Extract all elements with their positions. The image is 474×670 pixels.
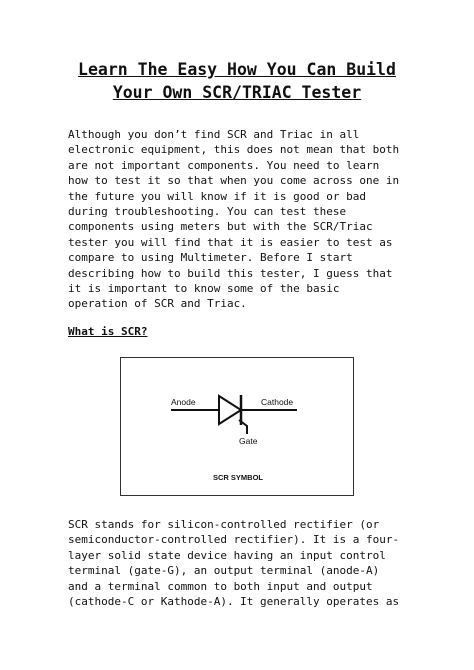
intro-line: electronic equipment, this does not mean that both — [68, 143, 400, 157]
intro-line: components using meters but with the SCR/Triac — [68, 220, 373, 234]
body-line: (cathode-C or Kathode-A). It generally operates as — [68, 595, 400, 609]
intro-line: operation of SCR and Triac. — [68, 297, 247, 311]
intro-line: during troubleshooting. You can test these — [68, 205, 347, 219]
intro-line: it is important to know some of the basic — [68, 282, 340, 296]
body-line: terminal (gate-G), an output terminal (anode-A) — [68, 564, 380, 578]
gate-label: Gate — [239, 436, 258, 446]
intro-line: compare to using Multimeter. Before I start — [68, 251, 353, 265]
intro-line: the future you will know if it is good or bad — [68, 189, 367, 203]
body-line: semiconductor-controlled rectifier). It is a four- — [68, 533, 400, 547]
intro-line: are not important components. You need to learn — [68, 158, 380, 172]
cathode-label: Cathode — [261, 397, 294, 407]
intro-line: how to test it so that when you come across one in — [68, 174, 400, 188]
title-line-1: Learn The Easy How You Can Build — [78, 60, 396, 79]
body-line: SCR stands for silicon-controlled rectifier (or — [68, 518, 380, 531]
section-heading: What is SCR? — [68, 325, 148, 338]
body-paragraph — [68, 517, 413, 609]
intro-line: describing how to build this tester, I guess that — [68, 266, 393, 280]
scr-symbol-diagram — [121, 358, 353, 495]
gate-lead — [239, 420, 247, 434]
body-line: layer solid state device having an input control — [68, 548, 386, 562]
title-line-2: Your Own SCR/TRIAC Tester — [112, 83, 362, 102]
body-line: and a terminal common to both input and output — [68, 579, 373, 593]
diode-triangle — [219, 396, 241, 424]
intro-line: tester you will find that it is easier to test as — [68, 235, 393, 249]
scr-symbol-figure — [120, 357, 354, 496]
intro-line: Although you don’t find SCR and Triac in all — [68, 128, 360, 141]
figure-caption: SCR SYMBOL — [213, 473, 264, 482]
anode-label: Anode — [171, 397, 196, 407]
page-title — [30, 58, 444, 104]
intro-paragraph — [68, 127, 413, 312]
